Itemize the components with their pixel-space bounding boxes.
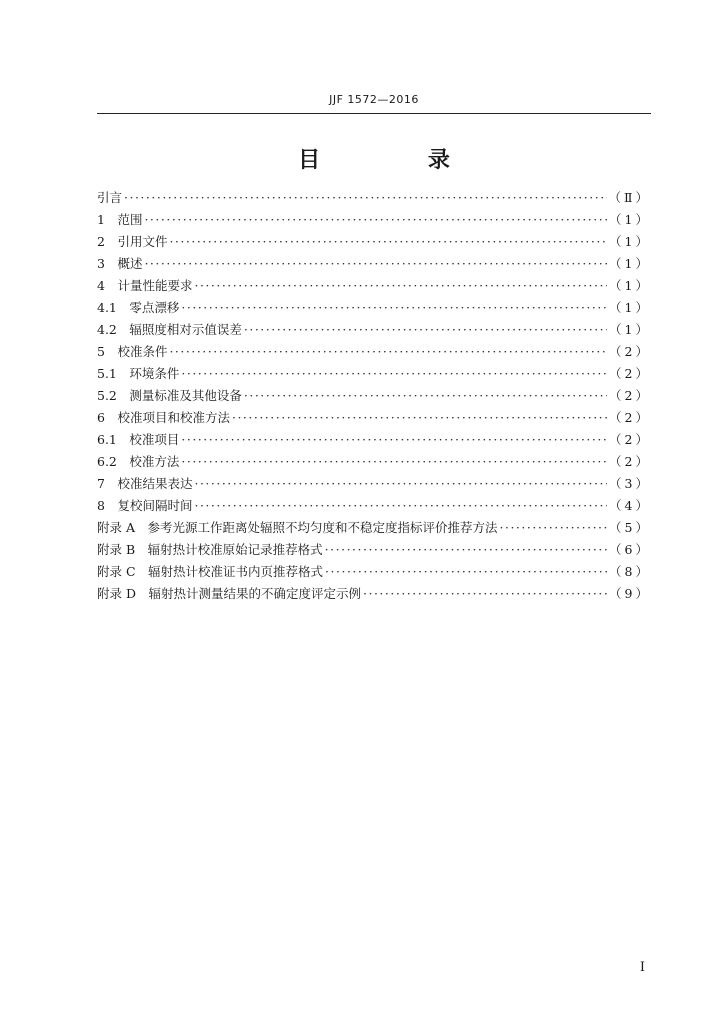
toc-entry-page: （6）: [609, 542, 651, 557]
toc-leader-dots: [144, 209, 607, 231]
toc-entry-page: （9）: [609, 586, 651, 601]
toc-entry[interactable]: [97, 209, 651, 231]
toc-entry-page: （2）: [609, 410, 651, 425]
toc-entry-page: （8）: [609, 564, 651, 579]
document-code-header: JJF 1572—2016: [329, 93, 419, 106]
toc-entry[interactable]: [97, 517, 651, 539]
toc-leader-dots: [181, 363, 607, 385]
toc-leader-dots: [244, 385, 607, 407]
toc-entry-label: 4.2 辐照度相对示值误差: [97, 322, 242, 337]
toc-entry-page: （2）: [609, 366, 651, 381]
toc-entry-label: 5 校准条件: [97, 344, 168, 359]
page-number: I: [639, 960, 645, 975]
toc-leader-dots: [244, 319, 607, 341]
toc-leader-dots: [325, 539, 607, 561]
toc-entry[interactable]: [97, 363, 651, 385]
toc-entry[interactable]: [97, 429, 651, 451]
toc-entry-label: 6.2 校准方法: [97, 454, 180, 469]
toc-entry-page: （3）: [609, 476, 651, 491]
page-title: 目 录: [298, 147, 500, 173]
toc-leader-dots: [194, 495, 607, 517]
toc-entry-page: （1）: [609, 322, 651, 337]
toc-entry[interactable]: [97, 297, 651, 319]
toc-entry-label: 5.1 环境条件: [97, 366, 180, 381]
toc-entry[interactable]: [97, 561, 651, 583]
toc-entry[interactable]: [97, 407, 651, 429]
toc-entry-label: 附录 D 辐射热计测量结果的不确定度评定示例: [97, 586, 361, 601]
toc-entry-page: （2）: [609, 454, 651, 469]
header-rule: [97, 113, 651, 114]
toc-entry-label: 引言: [97, 190, 123, 205]
toc-entry-page: （1）: [609, 278, 651, 293]
toc-leader-dots: [169, 341, 607, 363]
toc-leader-dots: [325, 561, 607, 583]
toc-entry[interactable]: [97, 583, 651, 605]
toc-entry-label: 4 计量性能要求: [97, 278, 193, 293]
toc-entry-page: （1）: [609, 256, 651, 271]
toc-leader-dots: [181, 429, 607, 451]
toc-entry-label: 1 范围: [97, 212, 143, 227]
toc-entry-label: 附录 B 辐射热计校准原始记录推荐格式: [97, 542, 323, 557]
toc-leader-dots: [194, 275, 607, 297]
toc-leader-dots: [169, 231, 607, 253]
toc-entry[interactable]: [97, 385, 651, 407]
toc-leader-dots: [500, 517, 608, 539]
toc-entry[interactable]: [97, 473, 651, 495]
toc-leader-dots: [181, 451, 607, 473]
toc-entry[interactable]: [97, 539, 651, 561]
toc-entry-page: （2）: [609, 344, 651, 359]
toc-entry[interactable]: [97, 319, 651, 341]
toc-entry[interactable]: [97, 341, 651, 363]
toc-leader-dots: [124, 187, 606, 209]
toc-entry-page: （1）: [609, 300, 651, 315]
toc-leader-dots: [181, 297, 607, 319]
toc-entry-page: （5）: [609, 520, 651, 535]
toc-entry-page: （Ⅱ）: [608, 190, 651, 205]
toc-leader-dots: [232, 407, 607, 429]
toc-entry[interactable]: [97, 451, 651, 473]
toc-entry-page: （1）: [609, 212, 651, 227]
toc-leader-dots: [144, 253, 607, 275]
toc-entry-page: （4）: [609, 498, 651, 513]
toc-entry-label: 6 校准项目和校准方法: [97, 410, 230, 425]
toc-entry[interactable]: [97, 275, 651, 297]
toc-entry[interactable]: [97, 187, 651, 209]
toc-entry[interactable]: [97, 495, 651, 517]
toc-entry-label: 8 复校间隔时间: [97, 498, 193, 513]
toc-entry-label: 2 引用文件: [97, 234, 168, 249]
toc-entry-label: 附录 A 参考光源工作距离处辐照不均匀度和不稳定度指标评价推荐方法: [97, 520, 498, 535]
toc-entry[interactable]: [97, 253, 651, 275]
toc-entry-label: 4.1 零点漂移: [97, 300, 180, 315]
toc-entry-label: 5.2 测量标准及其他设备: [97, 388, 242, 403]
toc-entry-page: （2）: [609, 432, 651, 447]
toc-entry-page: （1）: [609, 234, 651, 249]
table-of-contents: [97, 187, 651, 605]
toc-entry-label: 附录 C 辐射热计校准证书内页推荐格式: [97, 564, 324, 579]
toc-entry[interactable]: [97, 231, 651, 253]
toc-entry-page: （2）: [609, 388, 651, 403]
toc-entry-label: 6.1 校准项目: [97, 432, 180, 447]
toc-leader-dots: [194, 473, 607, 495]
toc-entry-label: 3 概述: [97, 256, 143, 271]
toc-leader-dots: [363, 583, 607, 605]
toc-entry-label: 7 校准结果表达: [97, 476, 193, 491]
